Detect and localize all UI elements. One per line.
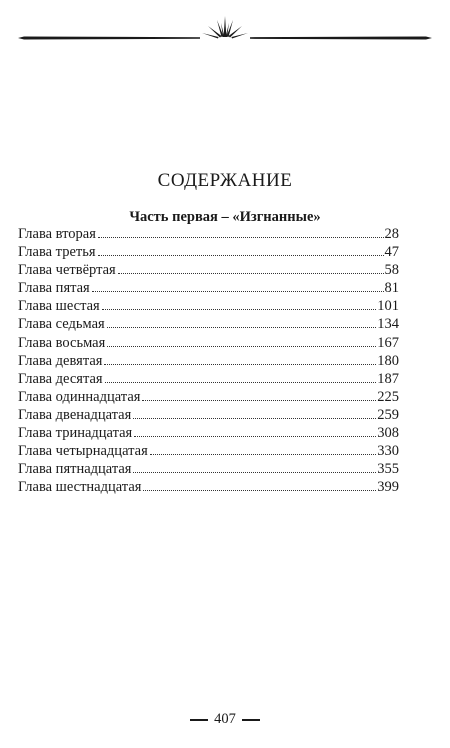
toc-entry[interactable] [18, 225, 399, 243]
toc-entry-label: Глава седьмая [18, 316, 105, 333]
toc-entry[interactable] [18, 424, 399, 442]
dot-leader [105, 382, 377, 383]
toc-entry[interactable] [18, 460, 399, 478]
toc-entry-label: Глава пятая [18, 280, 90, 297]
dot-leader [104, 364, 376, 365]
folio-dash-right [242, 719, 260, 721]
toc-entry-page: 47 [384, 244, 399, 261]
toc-entry-label: Глава тринадцатая [18, 425, 133, 442]
toc-entry-label: Глава шестнадцатая [18, 479, 142, 496]
toc-entry-label: Глава восьмая [18, 334, 106, 351]
dot-leader [98, 237, 384, 238]
toc-entry-label: Глава шестая [18, 298, 100, 315]
toc-entry-page: 399 [377, 479, 399, 496]
dot-leader [98, 255, 384, 256]
page-number [0, 710, 450, 728]
toc-entry[interactable] [18, 261, 399, 279]
dot-leader [133, 418, 376, 419]
dot-leader [92, 291, 384, 292]
part-heading: Часть первая – «Изгнанные» [129, 209, 321, 225]
toc-entry-page: 355 [377, 461, 399, 478]
toc-entry-page: 225 [377, 388, 399, 405]
toc-entry-page: 58 [384, 262, 399, 279]
dot-leader [102, 309, 377, 310]
toc-entry-page: 167 [377, 334, 399, 351]
toc-entry-label: Глава одиннадцатая [18, 388, 141, 405]
page-number-value: 407 [214, 711, 236, 727]
dot-leader [142, 400, 376, 401]
dot-leader [134, 436, 376, 437]
toc-entry[interactable] [18, 315, 399, 333]
dot-leader [143, 490, 376, 491]
page-title: СОДЕРЖАНИЕ [157, 170, 293, 191]
dot-leader [107, 346, 376, 347]
toc-entry-page: 187 [377, 370, 399, 387]
dot-leader [150, 454, 377, 455]
toc-entry-page: 259 [377, 406, 399, 423]
toc-entry-label: Глава десятая [18, 370, 103, 387]
toc-entry[interactable] [18, 279, 399, 297]
toc-entry-page: 180 [377, 352, 399, 369]
toc-entry[interactable] [18, 243, 399, 261]
toc-entry-label: Глава четырнадцатая [18, 443, 148, 460]
dot-leader [118, 273, 384, 274]
toc-entry[interactable] [18, 370, 399, 388]
toc-entry-label: Глава девятая [18, 352, 103, 369]
toc-entry[interactable] [18, 406, 399, 424]
toc-entry-label: Глава двенадцатая [18, 406, 132, 423]
toc-entry[interactable] [18, 297, 399, 315]
dot-leader [107, 327, 377, 328]
toc-entry-label: Глава третья [18, 244, 96, 261]
toc-entry[interactable] [18, 478, 399, 496]
toc-entry[interactable] [18, 334, 399, 352]
toc-entry-label: Глава пятнадцатая [18, 461, 132, 478]
toc-entry-page: 134 [377, 316, 399, 333]
toc-entry-page: 308 [377, 425, 399, 442]
toc-entry[interactable] [18, 352, 399, 370]
sunburst-ornament-icon [18, 10, 432, 46]
toc-entry-label: Глава вторая [18, 226, 96, 242]
toc-entry[interactable] [18, 388, 399, 406]
toc-entry-page: 81 [384, 280, 399, 297]
toc-entry-page: 330 [377, 443, 399, 460]
toc-entry-label: Глава четвёртая [18, 262, 116, 279]
toc-entry-page: 28 [384, 226, 399, 242]
folio-dash-left [190, 719, 208, 721]
toc-entry-page: 101 [377, 298, 399, 315]
dot-leader [133, 472, 376, 473]
toc-entry[interactable] [18, 442, 399, 460]
table-of-contents [18, 225, 399, 496]
